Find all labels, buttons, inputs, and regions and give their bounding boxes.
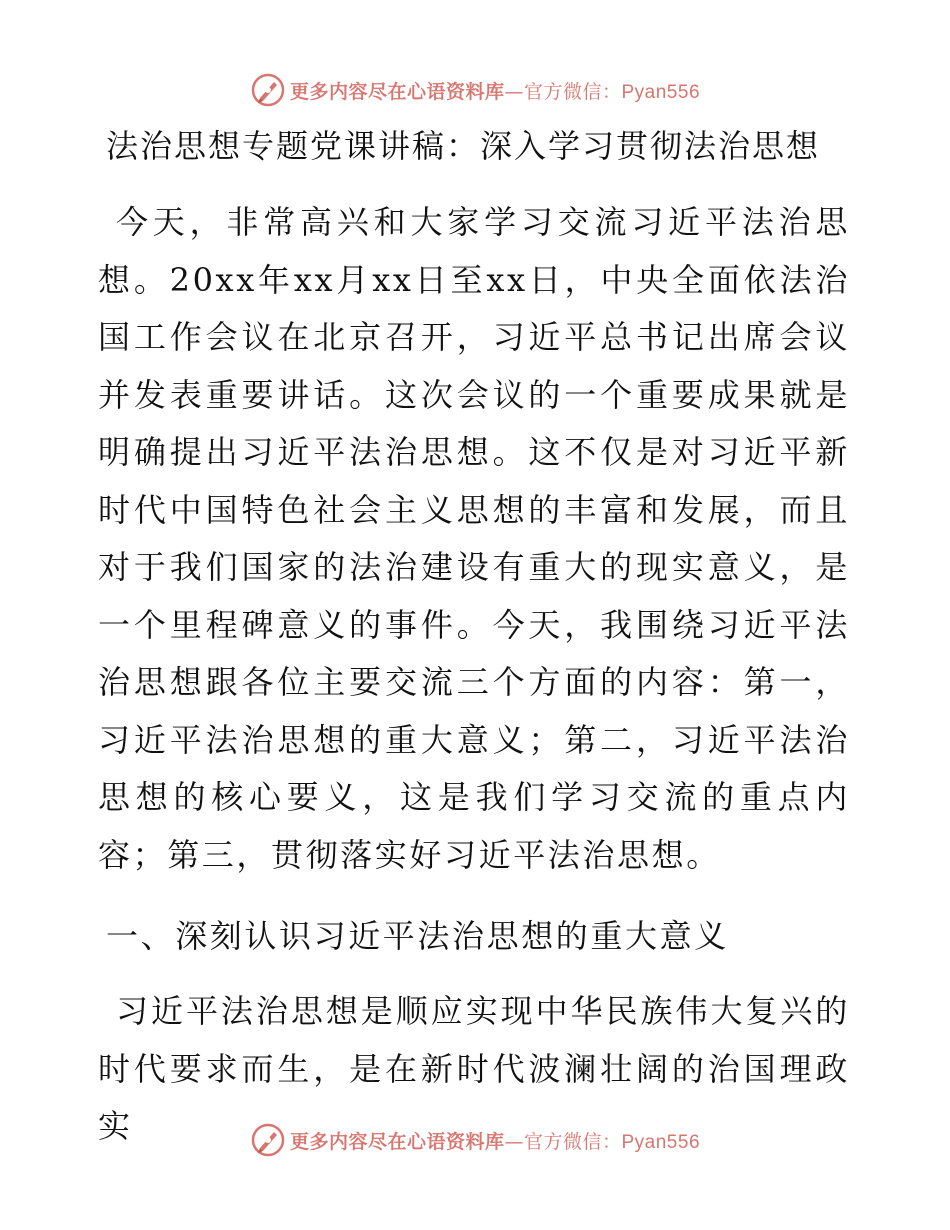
document-title: 法治思想专题党课讲稿：深入学习贯彻法治思想 xyxy=(106,127,821,165)
header-banner-text xyxy=(290,77,700,104)
section-paragraph: 习近平法治思想是顺应实现中华民族伟大复兴的时代要求而生，是在新时代波澜壮阔的治国理政实 xyxy=(98,992,850,1145)
pen-logo-icon xyxy=(250,1122,286,1158)
banner-dash: — xyxy=(504,1130,524,1153)
banner-wechat-label: 官方微信： xyxy=(523,80,622,103)
banner-wechat-id: Pyan556 xyxy=(621,1131,701,1153)
banner-wechat-id: Pyan556 xyxy=(621,81,701,103)
banner-site-name: 更多内容尽在心语资料库 xyxy=(289,1130,505,1153)
footer-banner-text xyxy=(290,1127,700,1154)
banner-site-name: 更多内容尽在心语资料库 xyxy=(289,80,505,103)
banner-wechat-label: 官方微信： xyxy=(523,1130,622,1153)
section-heading: 一、深刻认识习近平法治思想的重大意义 xyxy=(106,917,729,955)
header-banner xyxy=(0,68,950,112)
pen-logo-icon xyxy=(250,72,286,108)
footer-banner xyxy=(0,1118,950,1162)
banner-dash: — xyxy=(504,80,524,103)
intro-paragraph: 今天，非常高兴和大家学习交流习近平法治思想。20xx年xx月xx日至xx日，中央全面依法治国工作会议在北京召开，习近平总书记出席会议并发表重要讲话。这次会议的一个重要成果就是明确提出习近平法治思想。这不仅是对习近平新时代中国特色社会主义思想的丰富和发展，而且对于我们国家的法治建设有重大的现实意义，是一个里程碑意义的事件。今天，我围绕习近平法治思想跟各位主要交流三个方面的内容：第一，习近平法治思想的重大意义；第二，习近平法治思想的核心要义，这是我们学习交流的重点内容；第三，贯彻落实好习近平法治思想。 xyxy=(98,203,850,874)
